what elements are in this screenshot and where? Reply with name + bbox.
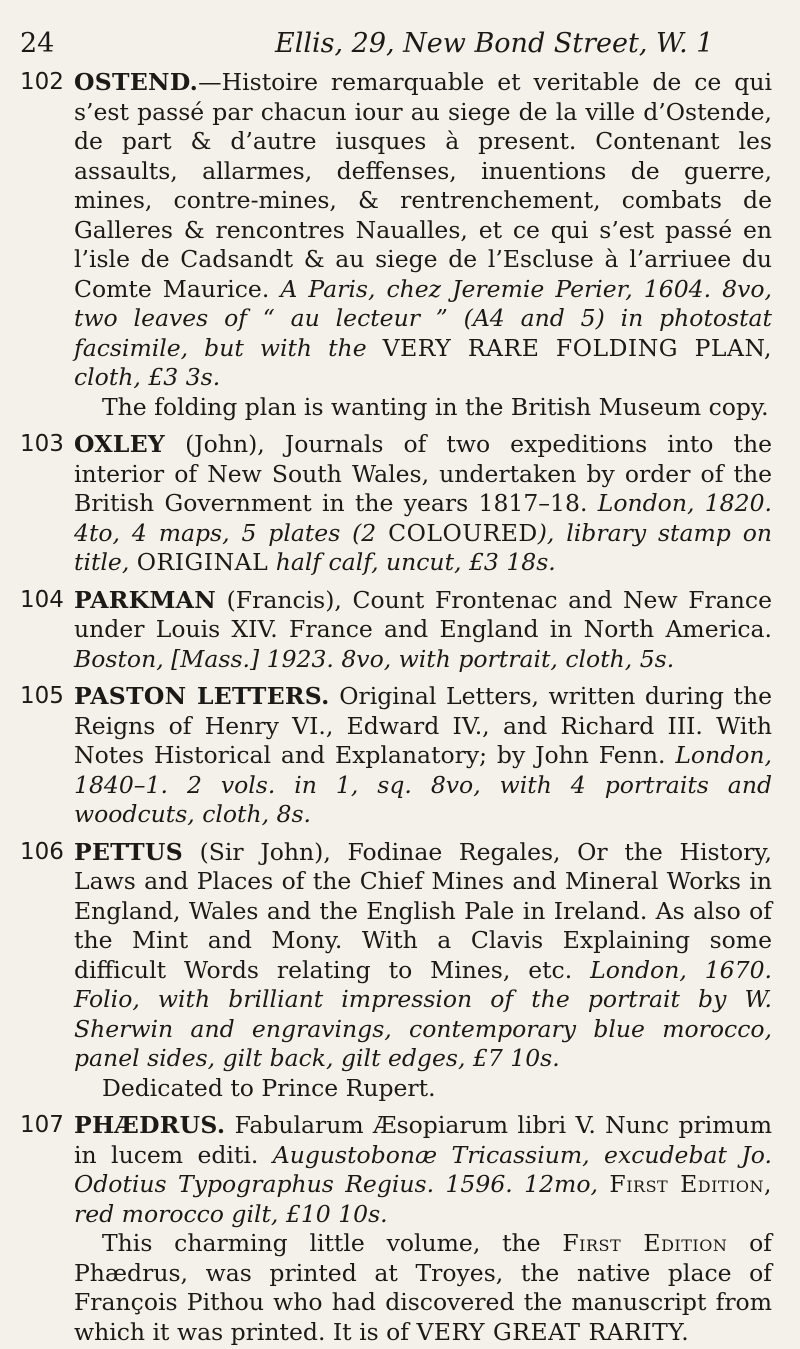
lot-caps: COLOURED xyxy=(388,518,538,547)
lot-text-b: ), library stamp on title, xyxy=(74,518,772,576)
lot-edition: First Edition, xyxy=(609,1170,772,1198)
lot-note: Dedicated to Prince Rupert. xyxy=(102,1073,436,1102)
lot-entry xyxy=(20,586,772,675)
lot-text: (Francis), Count Frontenac and New France under Louis XIV. France and England in North America. xyxy=(74,585,772,643)
lot-text: Fabularum Æsopiarum libri V. Nunc primum in lucem editi. xyxy=(74,1111,772,1169)
lot-imprint: London, 1820. 4to, 4 maps, 5 plates (2 xyxy=(74,489,772,547)
lot-entry xyxy=(20,838,772,1104)
lot-imprint: Augustobonæ Tricassium, excudebat Jo. Odotius Typographus Regius. 1596. 12mo, xyxy=(74,1140,772,1198)
lot-text: Original Letters, written during the Reigns of Henry VI., Edward IV., and Richard III. With Notes Historical and Explanatory; by John Fenn. xyxy=(74,682,772,769)
lot-description xyxy=(74,682,772,830)
lot-text: —Histoire remarquable et veritable de ce qui s’est passé par chacun iour au siege de la ville d’Ostende, de part & d’autre iusques à present. Contenant les assaults, allarmes, deffenses, inuentions de guerre, mines, contre-mines, & rentrenchement, combats de Galleres & rencontres Naualles, et ce qui s’est passé en l’isle de Cadsandt & au siege de l’Escluse à l’arriuee du Comte Maurice. xyxy=(74,68,772,303)
lot-note: The folding plan is wanting in the British Museum copy. xyxy=(102,392,769,421)
lot-imprint: London, 1840–1. 2 vols. in 1, sq. 8vo, with 4 portraits and woodcuts, cloth, 8s. xyxy=(74,741,772,828)
page-number: 24 xyxy=(20,28,55,59)
lot-heading: PARKMAN xyxy=(74,585,216,614)
lot-imprint: Boston, [Mass.] 1923. 8vo, with portrait, cloth, 5s. xyxy=(74,644,675,673)
lot-description xyxy=(74,1111,772,1229)
note-edition: First Edition xyxy=(562,1229,728,1257)
lot-heading: PASTON LETTERS. xyxy=(74,682,330,710)
lot-caps-2: ORIGINAL xyxy=(136,548,269,576)
lot-imprint: A Paris, chez Jeremie Perier, 1604. 8vo, two leaves of “ au lecteur ” (A4 and 5) in photostat facsimile, but with the xyxy=(74,274,772,362)
note-text: This charming little volume, the xyxy=(102,1229,541,1257)
lot-heading: PHÆDRUS. xyxy=(74,1111,226,1139)
note-rarity: VERY GREAT RARITY. xyxy=(416,1317,690,1346)
lot-description xyxy=(74,430,772,578)
lot-description xyxy=(74,586,772,675)
lot-number: 105 xyxy=(20,683,64,709)
lot-entry xyxy=(20,1111,772,1347)
lot-number: 104 xyxy=(20,586,64,613)
lot-number: 102 xyxy=(20,69,64,95)
lot-description xyxy=(74,838,772,1074)
lot-imprint: London, 1670. Folio, with brilliant impression of the portrait by W. Sherwin and engravings, contemporary blue morocco, panel sides, gilt back, gilt edges, £7 10s. xyxy=(74,955,772,1072)
lot-binding: red morocco gilt, £10 10s. xyxy=(74,1199,388,1228)
lot-binding: cloth, £3 3s. xyxy=(74,363,221,391)
lot-entry xyxy=(20,68,772,422)
page-header xyxy=(20,18,772,64)
lot-entry xyxy=(20,430,772,578)
lot-rarity: VERY RARE FOLDING PLAN, xyxy=(382,333,772,362)
note-text-2: of Phædrus, was printed at Troyes, the native place of François Pithou who had discovered the manuscript from which it was printed. It is of xyxy=(74,1229,772,1346)
lot-number: 106 xyxy=(20,838,64,865)
lot-description xyxy=(74,68,772,393)
lot-note xyxy=(74,1229,772,1347)
lot-number: 107 xyxy=(20,1112,64,1138)
lot-number: 103 xyxy=(20,431,64,457)
lot-heading: PETTUS xyxy=(74,837,183,866)
running-title: Ellis, 29, New Bond Street, W. 1 xyxy=(275,28,714,59)
lot-binding: half calf, uncut, £3 18s. xyxy=(268,548,556,576)
lot-heading: OSTEND. xyxy=(74,68,199,96)
lot-entry xyxy=(20,682,772,830)
lot-text: (Sir John), Fodinae Regales, Or the History, Laws and Places of the Chief Mines and Mineral Works in England, Wales and the English Pale in Ireland. As also of the Mint and Mony. With a Clavis Explaining some difficult Words relating to Mines, etc. xyxy=(74,837,772,984)
lot-text: (John), Journals of two expeditions into the interior of New South Wales, undertaken by order of the British Government in the years 1817–18. xyxy=(74,430,772,517)
lot-heading: OXLEY xyxy=(74,430,166,458)
